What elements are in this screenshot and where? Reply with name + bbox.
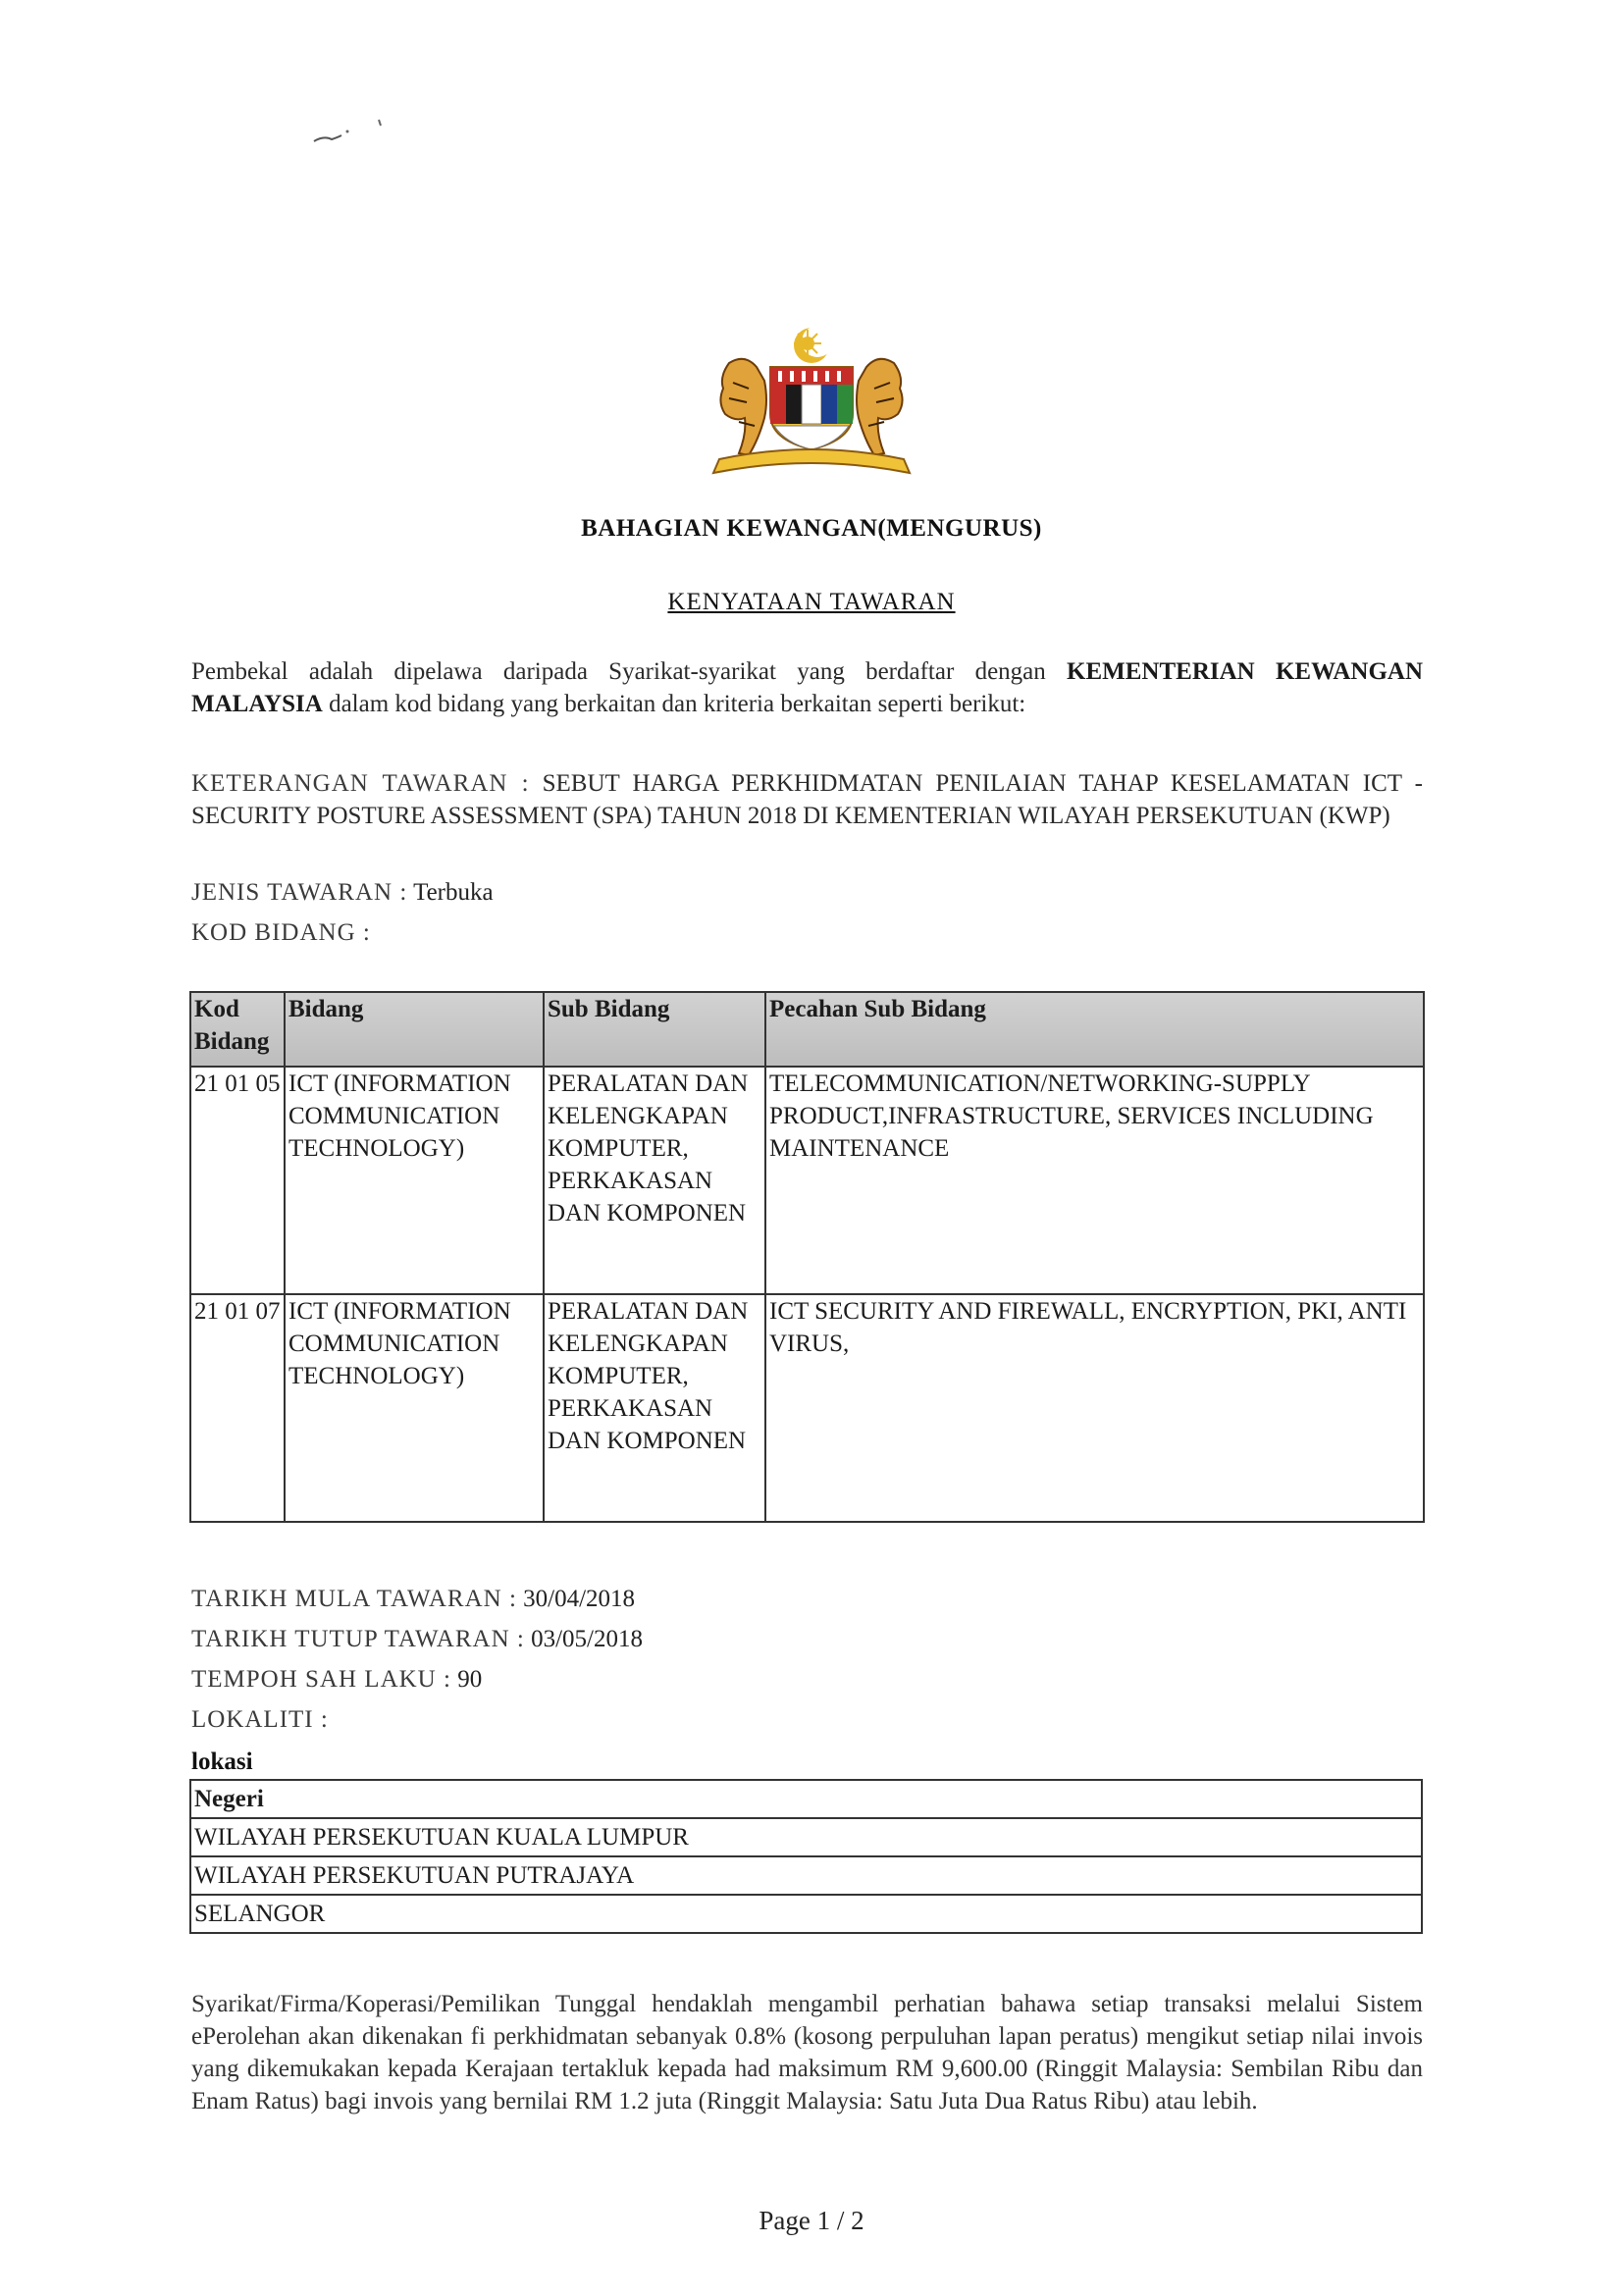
ministry-name: KEMENTERIAN KEWANGAN MALAYSIA bbox=[191, 658, 1423, 717]
start-date bbox=[191, 1583, 635, 1615]
validity-period bbox=[191, 1663, 482, 1696]
close-date bbox=[191, 1623, 643, 1655]
intro-text-after: dalam kod bidang yang berkaitan dan kriteria berkaitan seperti berikut: bbox=[322, 691, 1026, 717]
field-code-table bbox=[189, 991, 1425, 1523]
offer-type-label: JENIS TAWARAN : bbox=[191, 879, 408, 906]
cell-sub-bidang: PERALATAN DAN KELENGKAPAN KOMPUTER, PERKAKASAN DAN KOMPONEN bbox=[544, 1067, 765, 1294]
start-date-label: TARIKH MULA TAWARAN : bbox=[191, 1586, 517, 1612]
validity-label: TEMPOH SAH LAKU : bbox=[191, 1666, 451, 1693]
location-table bbox=[189, 1779, 1423, 1934]
state-cell: WILAYAH PERSEKUTUAN KUALA LUMPUR bbox=[190, 1818, 1422, 1856]
start-date-value: 30/04/2018 bbox=[516, 1586, 636, 1612]
column-header-sub-bidang: Sub Bidang bbox=[544, 992, 765, 1067]
code-heading-label: KOD BIDANG : bbox=[191, 919, 371, 946]
offer-description bbox=[191, 767, 1423, 832]
offer-description-value: SEBUT HARGA PERKHIDMATAN PENILAIAN TAHAP KESELAMATAN ICT - SECURITY POSTURE ASSESSMENT (SPA) TAHUN 2018 DI KEMENTERIAN WILAYAH PERSEKUTUAN (KWP) bbox=[191, 770, 1423, 829]
table-row bbox=[190, 1294, 1424, 1522]
notice-title: KENYATAAN TAWARAN bbox=[667, 589, 956, 615]
page-number: Page 1 / 2 bbox=[759, 2206, 864, 2235]
column-header-bidang: Bidang bbox=[285, 992, 544, 1067]
column-header-kod: Kod Bidang bbox=[190, 992, 285, 1067]
state-cell: SELANGOR bbox=[190, 1895, 1422, 1933]
column-header-pecahan: Pecahan Sub Bidang bbox=[765, 992, 1424, 1067]
intro-text-before: Pembekal adalah dipelawa daripada Syarikat-syarikat yang berdaftar dengan bbox=[191, 658, 1068, 685]
department-heading: BAHAGIAN KEWANGAN(MENGURUS) bbox=[581, 515, 1042, 542]
offer-type bbox=[191, 876, 494, 909]
scan-mark bbox=[312, 118, 391, 157]
validity-value: 90 bbox=[450, 1666, 483, 1693]
cell-kod: 21 01 05 bbox=[190, 1067, 285, 1294]
fee-notice-paragraph: Syarikat/Firma/Koperasi/Pemilikan Tunggal hendaklah mengambil perhatian bahawa setiap transaksi melalui Sistem ePerolehan akan dikenakan fi perkhidmatan sebanyak 0.8% (kosong perpuluhan lapan peratus) mengikut setiap nilai invois yang dikemukakan kepada Kerajaan tertakluk kepada had maksimum RM 9,600.00 (Ringgit Malaysia: Sembilan Ribu dan Enam Ratus) bagi invois yang bernilai RM 1.2 juta (Ringgit Malaysia: Satu Juta Dua Ratus Ribu) atau lebih. bbox=[191, 1991, 1423, 2114]
table-row bbox=[190, 1895, 1422, 1933]
location-header-row bbox=[190, 1780, 1422, 1818]
table-row bbox=[190, 1818, 1422, 1856]
cell-pecahan: TELECOMMUNICATION/NETWORKING-SUPPLY PRODUCT,INFRASTRUCTURE, SERVICES INCLUDING MAINTENANCE bbox=[765, 1067, 1424, 1294]
intro-paragraph bbox=[191, 655, 1423, 720]
malaysia-coat-of-arms-icon bbox=[700, 324, 923, 491]
close-date-value: 03/05/2018 bbox=[524, 1626, 643, 1652]
cell-kod: 21 01 07 bbox=[190, 1294, 285, 1522]
cell-bidang: ICT (INFORMATION COMMUNICATION TECHNOLOGY) bbox=[285, 1067, 544, 1294]
state-cell: WILAYAH PERSEKUTUAN PUTRAJAYA bbox=[190, 1856, 1422, 1895]
column-header-negeri: Negeri bbox=[190, 1780, 1422, 1818]
code-heading bbox=[191, 916, 371, 949]
offer-description-label: KETERANGAN TAWARAN : bbox=[191, 770, 530, 797]
table-row bbox=[190, 1067, 1424, 1294]
table-row bbox=[190, 1856, 1422, 1895]
offer-type-value: Terbuka bbox=[407, 879, 494, 906]
table-header-row bbox=[190, 992, 1424, 1067]
location-caption: lokasi bbox=[191, 1748, 253, 1775]
cell-sub-bidang: PERALATAN DAN KELENGKAPAN KOMPUTER, PERKAKASAN DAN KOMPONEN bbox=[544, 1294, 765, 1522]
locality-label: LOKALITI : bbox=[191, 1706, 329, 1733]
close-date-label: TARIKH TUTUP TAWARAN : bbox=[191, 1626, 525, 1652]
cell-bidang: ICT (INFORMATION COMMUNICATION TECHNOLOGY) bbox=[285, 1294, 544, 1522]
locality-heading bbox=[191, 1703, 329, 1736]
cell-pecahan: ICT SECURITY AND FIREWALL, ENCRYPTION, PKI, ANTI VIRUS, bbox=[765, 1294, 1424, 1522]
